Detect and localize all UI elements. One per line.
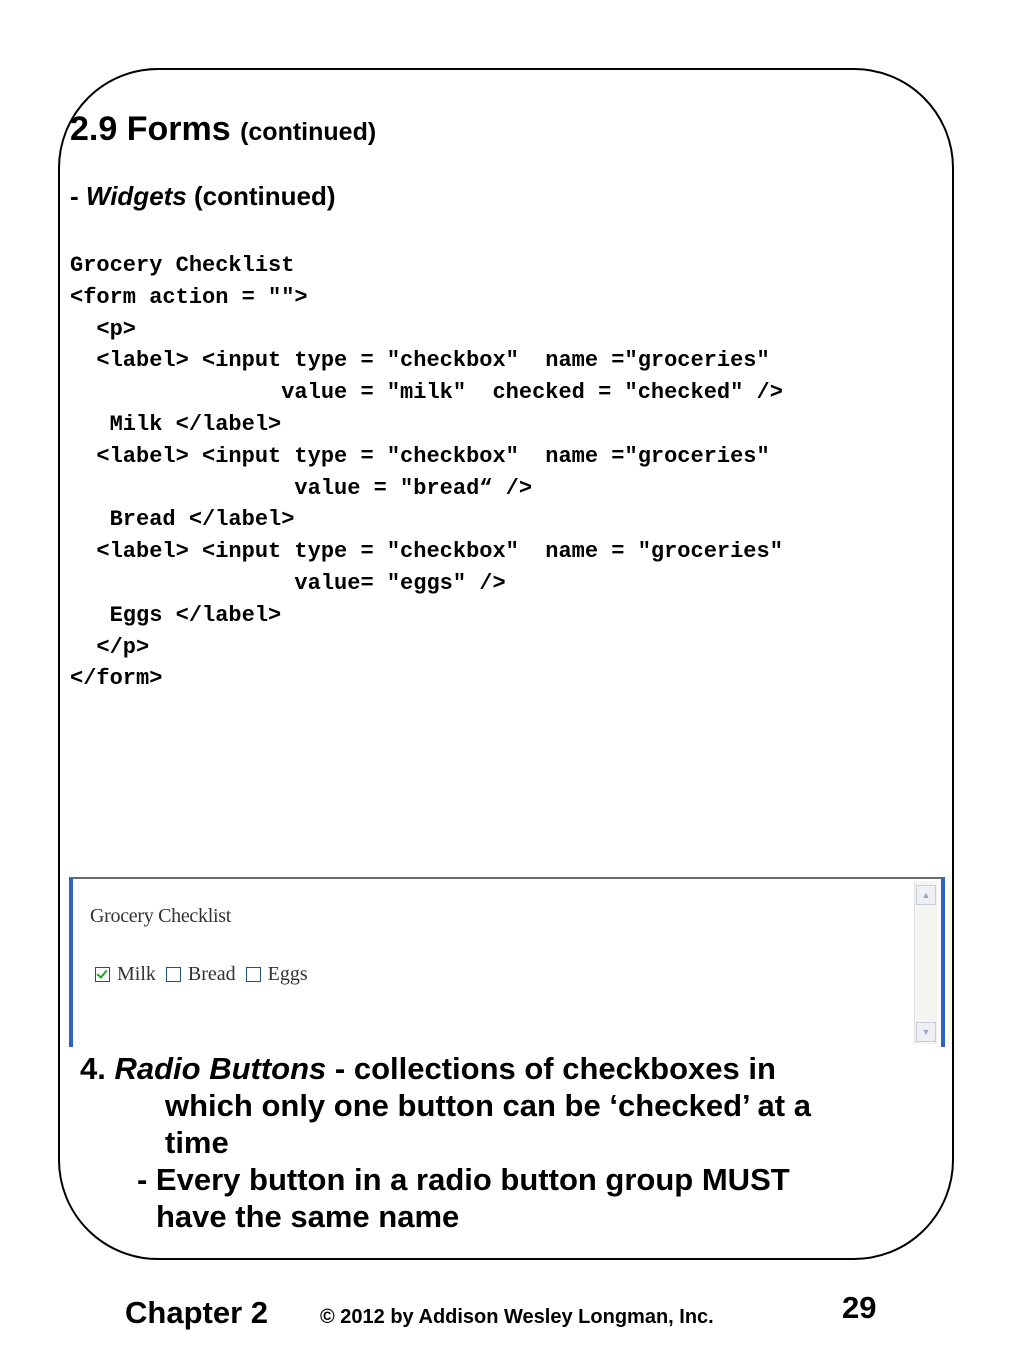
checkbox-unchecked-icon[interactable]: [166, 967, 181, 982]
scroll-up-arrow-icon[interactable]: ▲: [916, 885, 936, 905]
code-line: Milk </label>: [70, 411, 282, 437]
subtitle-italic: Widgets: [85, 181, 187, 211]
code-line: <label> <input type = "checkbox" name ="groceries": [70, 348, 770, 374]
para-line-2: which only one button can be ‘checked’ at a: [165, 1088, 811, 1123]
section-subtitle: [70, 181, 336, 212]
scroll-down-arrow-icon[interactable]: ▼: [916, 1022, 936, 1042]
subtitle-rest: (continued): [186, 181, 336, 211]
checkbox-unchecked-icon[interactable]: [246, 967, 261, 982]
para-line-4: - Every button in a radio button group MUST: [137, 1162, 790, 1197]
checkbox-eggs[interactable]: [246, 963, 308, 986]
browser-render-screenshot: [69, 877, 945, 1047]
para-text: - collections of checkboxes in: [326, 1051, 776, 1086]
checkbox-label: Milk: [117, 963, 156, 985]
checkbox-milk[interactable]: [95, 963, 156, 986]
subtitle-dash: -: [70, 181, 86, 211]
checkbox-bread[interactable]: [166, 963, 236, 986]
para-line-5: have the same name: [156, 1199, 460, 1234]
code-line: value= "eggs" />: [70, 570, 506, 596]
radio-buttons-paragraph: [80, 1050, 900, 1235]
code-line: Bread </label>: [70, 507, 295, 533]
code-line: value = "bread“ />: [70, 475, 533, 501]
code-line: <form action = "">: [70, 284, 308, 310]
term-radio-buttons: Radio Buttons: [114, 1051, 327, 1086]
code-line: Eggs </label>: [70, 602, 282, 628]
page-number: 29: [842, 1290, 877, 1325]
code-line: value = "milk" checked = "checked" />: [70, 380, 783, 406]
code-line: <label> <input type = "checkbox" name ="groceries": [70, 443, 770, 469]
title-main: 2.9 Forms: [70, 110, 231, 148]
code-line: Grocery Checklist: [70, 253, 295, 278]
rendered-heading: Grocery Checklist: [90, 905, 231, 927]
vertical-scrollbar[interactable]: [914, 881, 937, 1044]
code-listing: [70, 250, 783, 695]
title-sub: (continued): [240, 118, 377, 146]
para-line-3: time: [165, 1125, 229, 1160]
footer-chapter: Chapter 2: [125, 1295, 268, 1330]
list-number: 4.: [80, 1051, 115, 1086]
code-line: <label> <input type = "checkbox" name = "groceries": [70, 539, 783, 565]
para-line-1: [80, 1050, 900, 1087]
checkbox-row: [95, 963, 318, 986]
slide-title: [70, 110, 376, 149]
checkbox-label: Eggs: [267, 963, 308, 985]
code-line: </form>: [70, 666, 163, 692]
code-line: <p>: [70, 316, 137, 342]
checkbox-checked-icon[interactable]: [95, 967, 110, 982]
checkbox-label: Bread: [187, 963, 236, 985]
code-line: </p>: [70, 634, 150, 660]
footer-copyright: © 2012 by Addison Wesley Longman, Inc.: [320, 1306, 714, 1328]
